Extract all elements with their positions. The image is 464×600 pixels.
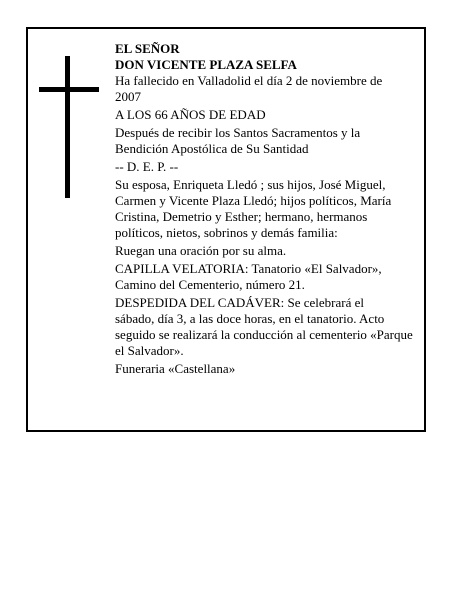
farewell-details: DESPEDIDA DEL CADÁVER: Se celebrará el sábado, día 3, a las doce horas, en el tanatorio. Acto seguido se realizará la conducción al cementerio «Parque el Salvador». (115, 295, 413, 358)
obituary-text (115, 41, 430, 379)
prayer-request: Ruegan una oración por su alma. (115, 243, 287, 258)
rest-in-peace: -- D. E. P. -- (115, 159, 179, 174)
sacraments-text: Después de recibir los Santos Sacramentos y la Bendición Apostólica de Su Santidad (115, 125, 361, 156)
deceased-age: A LOS 66 AÑOS DE EDAD (115, 107, 266, 122)
obituary-notice (26, 27, 426, 432)
cross-vertical-bar (65, 56, 70, 198)
death-information: Ha fallecido en Valladolid el día 2 de noviembre de 2007 (115, 73, 383, 104)
cross-horizontal-bar (39, 87, 99, 92)
deceased-name: DON VICENTE PLAZA SELFA (115, 57, 297, 72)
funeral-home: Funeraria «Castellana» (115, 361, 236, 376)
deceased-title: EL SEÑOR (115, 41, 180, 56)
latin-cross-icon (39, 56, 99, 198)
family-members: Su esposa, Enriqueta Lledó ; sus hijos, José Miguel, Carmen y Vicente Plaza Lledó; hijos políticos, María Cristina, Demetrio y Esther; hermano, hermanos políticos, nietos, sobrinos y demás familia: (115, 177, 392, 240)
funeral-chapel: CAPILLA VELATORIA: Tanatorio «El Salvador», Camino del Cementerio, número 21. (115, 261, 382, 292)
